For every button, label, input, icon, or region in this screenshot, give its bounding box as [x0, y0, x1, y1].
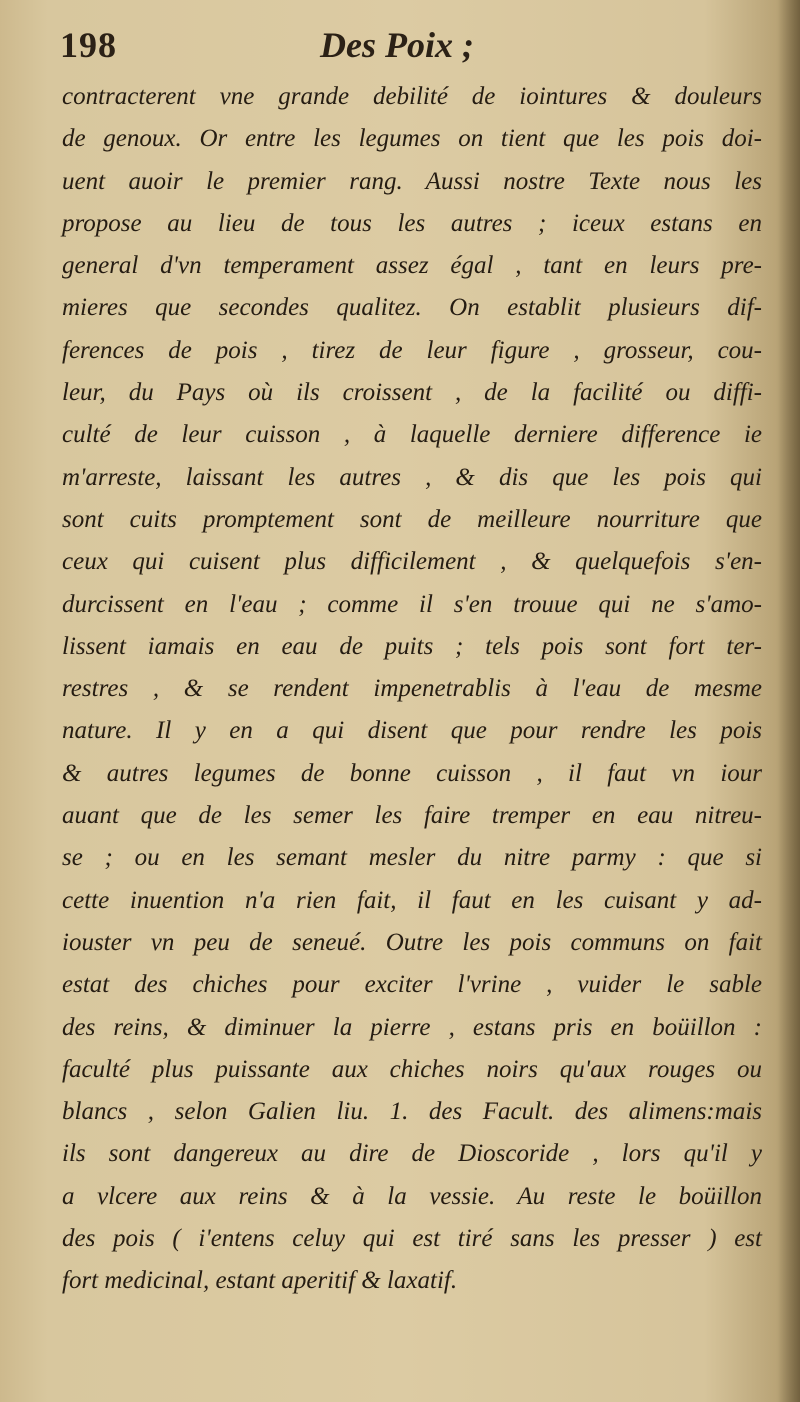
text-line: de genoux. Or entre les legumes on tient que les pois doi- — [62, 125, 762, 153]
text-line: blancs , selon Galien liu. 1. des Facult. des alimens:mais — [62, 1098, 762, 1126]
text-line: iouster vn peu de seneué. Outre les pois communs on fait — [62, 928, 762, 956]
text-line: cette inuention n'a rien fait, il faut en les cuisant y ad- — [62, 886, 762, 914]
text-line: faculté plus puissante aux chiches noirs qu'aux rouges ou — [62, 1055, 762, 1083]
text-line: restres , & se rendent impenetrablis à l'eau de mesme — [62, 675, 762, 703]
text-line: sont cuits promptement sont de meilleure nourriture que — [62, 505, 762, 533]
text-line: & autres legumes de bonne cuisson , il faut vn iour — [62, 759, 762, 787]
running-head: Des Poix ; — [320, 25, 474, 65]
text-line: ferences de pois , tirez de leur figure , grosseur, cou- — [62, 336, 762, 364]
text-line: m'arreste, laissant les autres , & dis que les pois qui — [62, 463, 762, 491]
text-line: ils sont dangereux au dire de Dioscoride , lors qu'il y — [62, 1140, 762, 1168]
text-line: a vlcere aux reins & à la vessie. Au reste le boüillon — [62, 1182, 762, 1210]
text-line: general d'vn temperament assez égal , tant en leurs pre- — [62, 252, 762, 280]
text-line: durcissent en l'eau ; comme il s'en trouue qui ne s'amo- — [62, 590, 762, 618]
text-line: des reins, & diminuer la pierre , estans pris en boüillon : — [62, 1013, 762, 1041]
text-line: lissent iamais en eau de puits ; tels pois sont fort ter- — [62, 632, 762, 660]
text-line: se ; ou en les semant mesler du nitre parmy : que si — [62, 844, 762, 872]
page-header — [60, 22, 760, 78]
text-line: uent auoir le premier rang. Aussi nostre Texte nous les — [62, 167, 762, 195]
body-text — [62, 76, 762, 1303]
text-line: fort medicinal, estant aperitif & laxatif. — [62, 1267, 458, 1295]
text-line: culté de leur cuisson , à laquelle derniere difference ie — [62, 421, 762, 449]
text-line: auant que de les semer les faire tremper en eau nitreu- — [62, 802, 762, 830]
page-number: 198 — [60, 25, 117, 65]
text-line: nature. Il y en a qui disent que pour rendre les pois — [62, 717, 762, 745]
text-line: estat des chiches pour exciter l'vrine , vuider le sable — [62, 971, 762, 999]
text-line: des pois ( i'entens celuy qui est tiré sans les presser ) est — [62, 1225, 762, 1253]
text-line: contracterent vne grande debilité de iointures & douleurs — [62, 83, 762, 110]
text-line: leur, du Pays où ils croissent , de la facilité ou diffi- — [62, 379, 762, 407]
text-line: propose au lieu de tous les autres ; iceux estans en — [62, 209, 762, 237]
text-line: ceux qui cuisent plus difficilement , & quelquefois s'en- — [62, 548, 762, 576]
text-line: mieres que secondes qualitez. On establit plusieurs dif- — [62, 294, 762, 322]
